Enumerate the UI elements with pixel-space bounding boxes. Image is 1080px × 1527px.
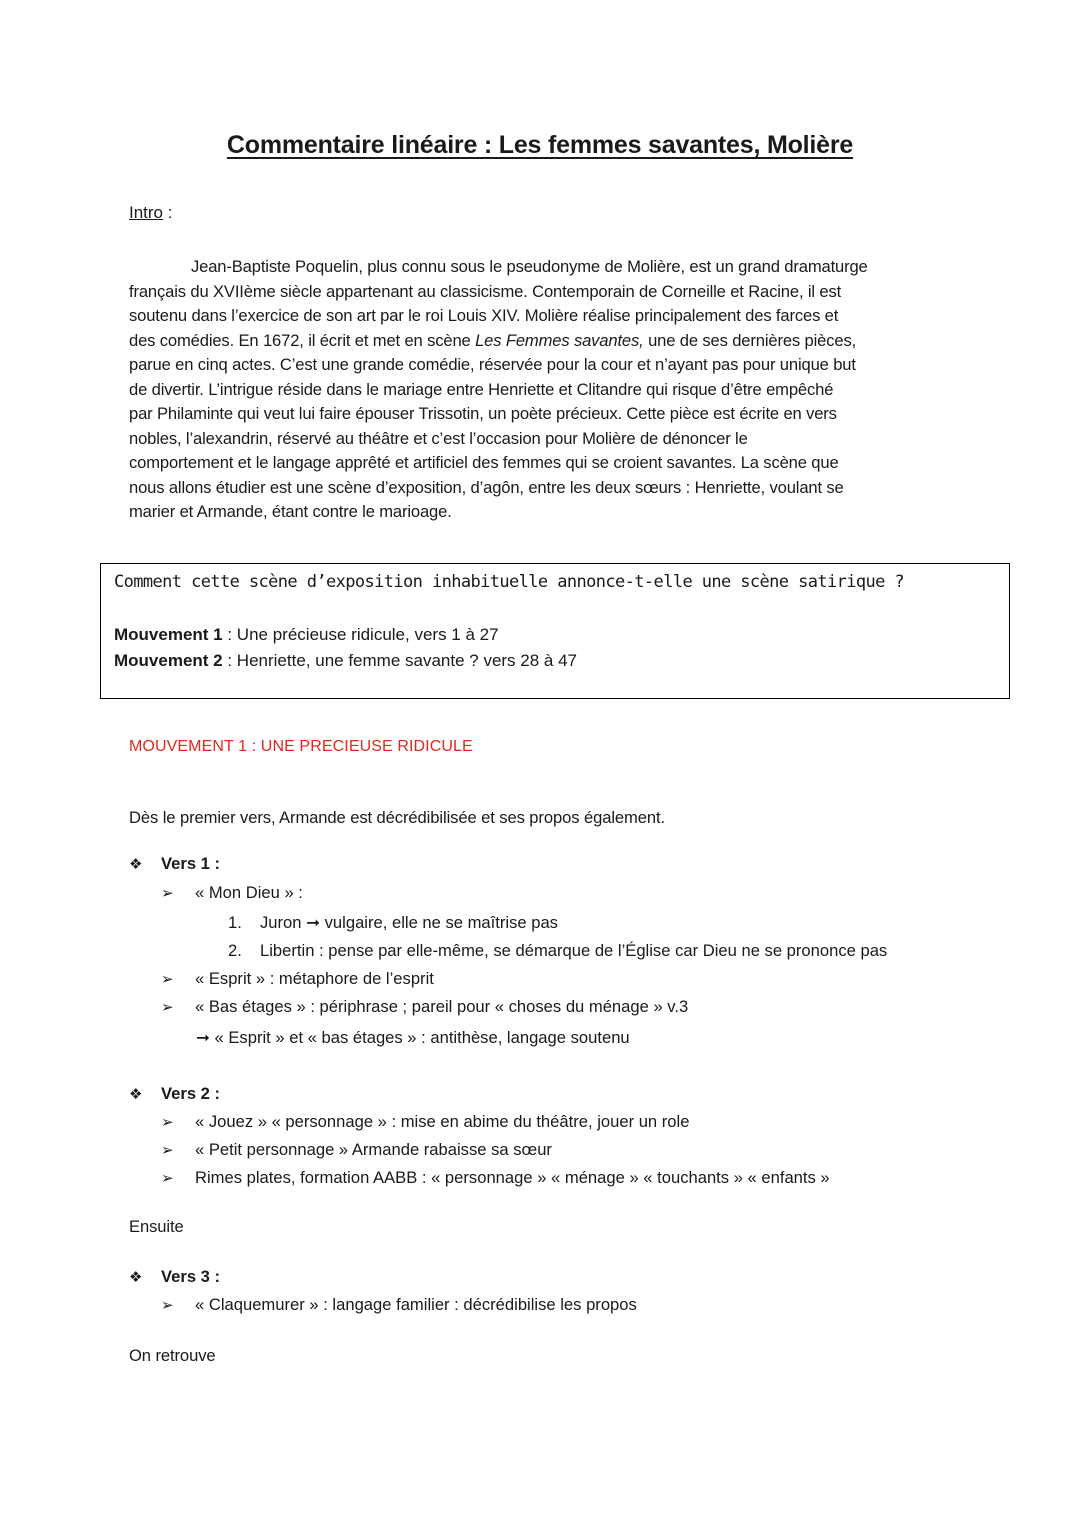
vers-2-label: Vers 2 :: [161, 1084, 221, 1103]
arrowhead-bullet-icon: ➢: [161, 885, 174, 902]
list-number: 1.: [228, 913, 242, 932]
section-title: MOUVEMENT 1 : UNE PRECIEUSE RIDICULE: [129, 738, 473, 755]
vers-1-subitem: [228, 913, 558, 933]
ensuite-text: Ensuite: [129, 1217, 184, 1236]
vers-2-item: [161, 1112, 689, 1132]
intro-line: de divertir. L’intrigue réside dans le mariage entre Henriette et Clitandre qui risque d’être empêché: [129, 379, 834, 399]
vers-1-item: [161, 883, 303, 903]
list-number: 2.: [228, 941, 242, 960]
vers-1-subitem: [228, 941, 887, 961]
intro-line: français du XVIIème siècle appartenant au classicisme. Contemporain de Corneille et Racine, il est: [129, 281, 842, 301]
arrowhead-bullet-icon: ➢: [161, 971, 174, 988]
vers-1-subitem-text: Juron ➞ vulgaire, elle ne se maîtrise pas: [260, 913, 558, 932]
problematique-question: Comment cette scène d’exposition inhabituelle annonce-t-elle une scène satirique ?: [114, 572, 905, 592]
vers-1-note: ➞ « Esprit » et « bas étages » : antithèse, langage soutenu: [196, 1028, 630, 1047]
mouvement-1-text: : Une précieuse ridicule, vers 1 à 27: [222, 625, 499, 644]
mouvement-1-label: Mouvement 1: [114, 625, 223, 644]
arrowhead-bullet-icon: ➢: [161, 1170, 174, 1187]
vers-1-item-text: « Esprit » : métaphore de l’esprit: [195, 969, 434, 988]
intro-line: nobles, l’alexandrin, réservé au théâtre et c’est l’occasion pour Molière de dénoncer le: [129, 428, 748, 448]
intro-line: Jean-Baptiste Poquelin, plus connu sous le pseudonyme de Molière, est un grand dramaturge: [191, 257, 868, 276]
intro-label: Intro: [129, 203, 164, 222]
mouvement-2-line: [114, 651, 577, 671]
play-title-italic: Les Femmes savantes,: [475, 330, 644, 350]
vers-2-heading: [129, 1084, 220, 1104]
intro-heading: [129, 203, 172, 223]
arrowhead-bullet-icon: ➢: [161, 1114, 174, 1131]
intro-line-end: une de ses dernières pièces,: [643, 330, 857, 350]
vers-3-item-text: « Claquemurer » : langage familier : décrédibilise les propos: [195, 1295, 637, 1314]
intro-line-with-title: [129, 329, 959, 354]
mouvement-1-line: [114, 625, 499, 645]
vers-2-item: [161, 1140, 552, 1160]
intro-paragraph: [129, 255, 959, 525]
arrowhead-bullet-icon: ➢: [161, 999, 174, 1016]
diamond-bullet-icon: ❖: [129, 1086, 143, 1103]
mouvement-2-text: : Henriette, une femme savante ? vers 28 à 47: [222, 651, 578, 670]
vers-2-item: [161, 1168, 830, 1188]
vers-2-item-text: Rimes plates, formation AABB : « personnage » « ménage » « touchants » « enfants »: [195, 1168, 830, 1187]
document-title: Commentaire linéaire : Les femmes savantes, Molière: [226, 131, 854, 159]
vers-1-label: Vers 1 :: [161, 854, 221, 873]
retrouve-text: On retrouve: [129, 1346, 216, 1365]
vers-1-item: [161, 969, 434, 989]
diamond-bullet-icon: ❖: [129, 1269, 143, 1286]
arrowhead-bullet-icon: ➢: [161, 1142, 174, 1159]
intro-line: comportement et le langage apprêté et artificiel des femmes qui se croient savantes. La scène que: [129, 453, 839, 472]
intro-line-start: des comédies. En 1672, il écrit et met en scène: [129, 330, 476, 350]
diamond-bullet-icon: ❖: [129, 856, 143, 873]
vers-3-label: Vers 3 :: [161, 1267, 221, 1286]
vers-2-item-text: « Petit personnage » Armande rabaisse sa sœur: [195, 1140, 552, 1159]
intro-line: marier et Armande, étant contre le marioage.: [129, 502, 452, 521]
vers-1-item-text: « Mon Dieu » :: [195, 883, 303, 902]
vers-3-item: [161, 1295, 637, 1315]
vers-1-heading: [129, 854, 220, 874]
intro-label-suffix: :: [163, 203, 173, 222]
mouvement-2-label: Mouvement 2: [114, 651, 223, 670]
vers-1-item-text: « Bas étages » : périphrase ; pareil pour « choses du ménage » v.3: [195, 997, 689, 1016]
vers-1-subitem-text: Libertin : pense par elle-même, se démarque de l’Église car Dieu ne se prononce pas: [260, 941, 888, 960]
vers-3-heading: [129, 1267, 220, 1287]
intro-line: par Philaminte qui veut lui faire épouser Trissotin, un poète précieux. Cette pièce est écrite en vers: [129, 404, 837, 423]
vers-1-item: [161, 997, 688, 1017]
arrowhead-bullet-icon: ➢: [161, 1297, 174, 1314]
vers-2-item-text: « Jouez » « personnage » : mise en abime du théâtre, jouer un role: [195, 1112, 690, 1131]
problematique-box: [100, 563, 1010, 699]
intro-line: parue en cinq actes. C’est une grande comédie, réservée pour la cour et n’ayant pas pour unique but: [129, 355, 856, 374]
section-lead: Dès le premier vers, Armande est décrédibilisée et ses propos également.: [129, 808, 666, 827]
intro-line: nous allons étudier est une scène d’exposition, d’agôn, entre les deux sœurs : Henriette, voulant se: [129, 477, 844, 497]
intro-line: soutenu dans l’exercice de son art par le roi Louis XIV. Molière réalise principalement des farces et: [129, 306, 839, 325]
